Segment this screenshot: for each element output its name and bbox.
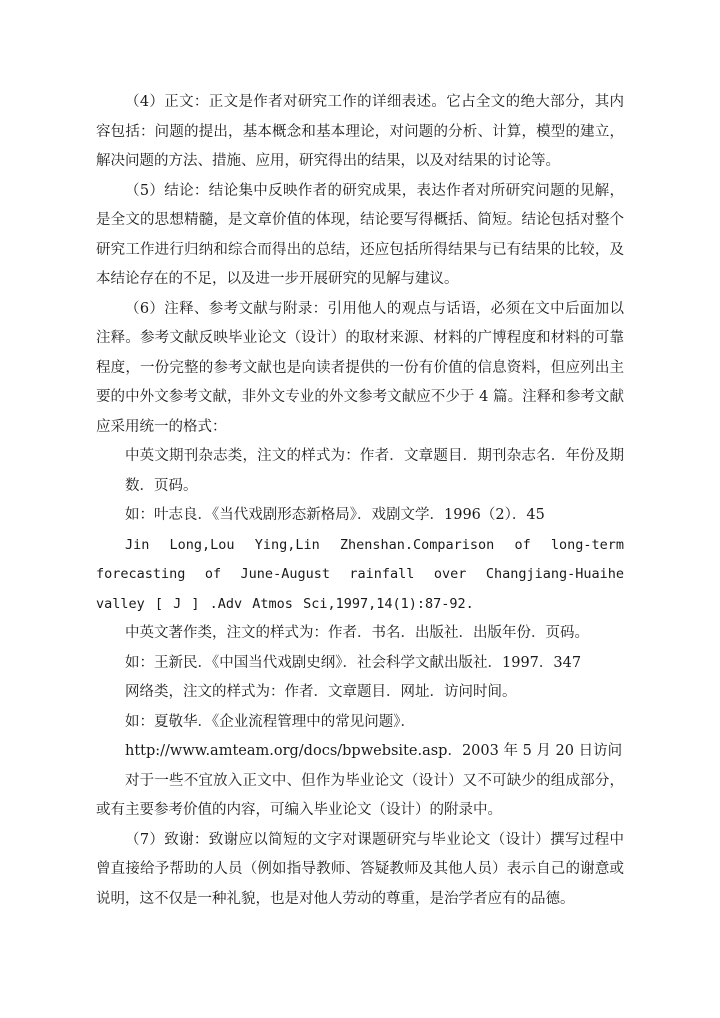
paragraph-appendix: 对于一些不宜放入正文中、但作为毕业论文（设计）又不可缺少的组成部分，或有主要参考价值的内容，可编入毕业论文（设计）的附录中。 [96,772,624,818]
journal-example-chinese: 如：叶志良．《当代戏剧形态新格局》．戏剧文学．1996（2）．45 [125,507,545,523]
paragraph-conclusion: （5）结论：结论集中反映作者的研究成果，表达作者对所研究问题的见解，是全文的思想精髓，是文章价值的体现，结论要写得概括、简短。结论包括对整个研究工作进行归纳和综合而得出的总结，还应包括所得结果与已有结果的比较，及本结论存在的不足，以及进一步开展研究的见解与建议。 [96,182,624,287]
web-example: 如：夏敬华．《企业流程管理中的常见问题》． [125,713,415,730]
paragraph-acknowledgements: （7）致谢：致谢应以简短的文字对课题研究与毕业论文（设计）撰写过程中曾直接给予帮助的人员（例如指导教师、答疑教师及其他人员）表示自己的谢意或说明，这不仅是一种礼貌，也是对他人劳动的尊重，是治学者应有的品德。 [96,831,624,907]
book-example: 如：王新民．《中国当代戏剧史纲》．社会科学文献出版社．1997．347 [125,654,582,671]
journal-example-english: Jin Long,Lou Ying,Lin Zhenshan.Comparison of long-term forecasting of June-August rainfall over Changjiang-Huaihe valley [ J ] .Adv Atmos Sci,1997,14(1):87-92. [96,536,624,612]
paragraph-body-text: （4）正文：正文是作者对研究工作的详细表述。它占全文的绝大部分，其内容包括：问题的提出，基本概念和基本理论，对问题的分析、计算，模型的建立，解决问题的方法、措施、应用，研究得出的结果，以及对结果的讨论等。 [96,94,624,169]
book-format-rule: 中英文著作类，注文的样式为：作者．书名．出版社．出版年份．页码。 [125,625,589,641]
web-example-url: http://www.amteam.org/docs/bpwebsite.asp．2003 年 5 月 20 日访问 [125,743,623,759]
web-format-rule: 网络类，注文的样式为：作者．文章题目．网址．访问时间。 [125,684,517,700]
journal-format-rule: 中英文期刊杂志类，注文的样式为：作者．文章题目．期刊杂志名．年份及期数．页码。 [125,448,624,494]
paragraph-notes-references: （6）注释、参考文献与附录：引用他人的观点与话语，必须在文中后面加以注释。参考文献反映毕业论文（设计）的取材来源、材料的广博程度和材料的可靠程度，一份完整的参考文献也是向读者提供的一份有价值的信息资料，但应列出主要的中外文参考文献，非外文专业的外文参考文献应不少于 4 篇。注释和参考文献应采用统一的格式： [96,300,624,435]
document-page [96,88,624,914]
